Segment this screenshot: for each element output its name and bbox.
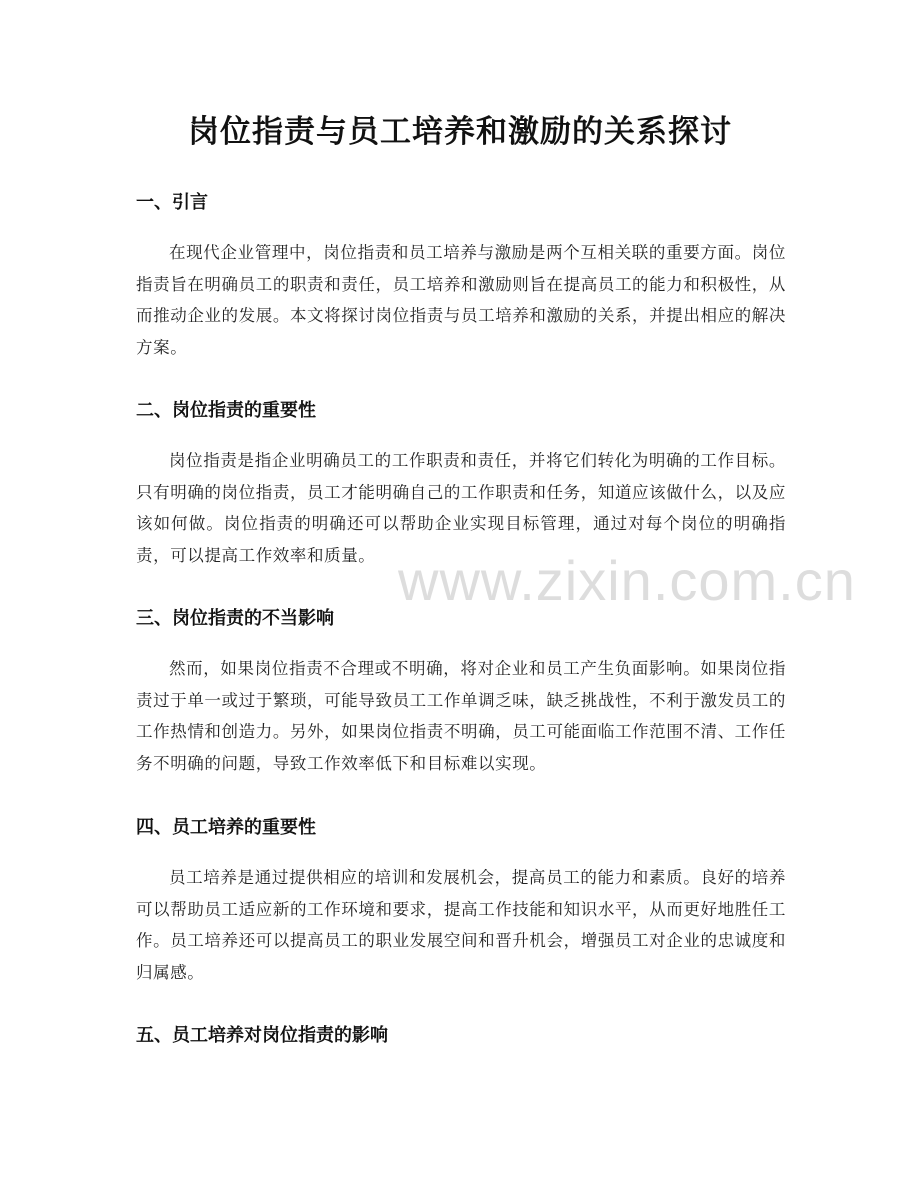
page-title: 岗位指责与员工培养和激励的关系探讨 (188, 114, 732, 150)
section-importance-of-training (136, 815, 786, 988)
section-heading: 四、员工培养的重要性 (136, 817, 316, 838)
section-importance-of-duties (136, 398, 786, 571)
section-paragraph: 在现代企业管理中，岗位指责和员工培养与激励是两个互相关联的重要方面。岗位指责旨在明确员工的职责和责任，员工培养和激励则旨在提高员工的能力和积极性，从而推动企业的发展。本文将探讨岗位指责与员工培养和激励的关系，并提出相应的解决方案。 (136, 243, 786, 357)
section-paragraph: 岗位指责是指企业明确员工的工作职责和责任，并将它们转化为明确的工作目标。只有明确的岗位指责，员工才能明确自己的工作职责和任务，知道应该做什么，以及应该如何做。岗位指责的明确还可以帮助企业实现目标管理，通过对每个岗位的明确指责，可以提高工作效率和质量。 (136, 451, 786, 565)
section-introduction (136, 190, 786, 363)
section-paragraph: 然而，如果岗位指责不合理或不明确，将对企业和员工产生负面影响。如果岗位指责过于单一或过于繁琐，可能导致员工工作单调乏味，缺乏挑战性，不利于激发员工的工作热情和创造力。另外，如果岗位指责不明确，员工可能面临工作范围不清、工作任务不明确的问题，导致工作效率低下和目标难以实现。 (136, 659, 786, 773)
watermark: www.zixin.com.cn (398, 549, 856, 612)
section-heading: 二、岗位指责的重要性 (136, 400, 316, 421)
section-heading: 三、岗位指责的不当影响 (136, 608, 334, 629)
section-heading: 一、引言 (136, 192, 208, 213)
section-improper-duties (136, 606, 786, 779)
section-training-impact (136, 1023, 786, 1049)
section-heading: 五、员工培养对岗位指责的影响 (136, 1025, 388, 1046)
section-paragraph: 员工培养是通过提供相应的培训和发展机会，提高员工的能力和素质。良好的培养可以帮助员工适应新的工作环境和要求，提高工作技能和知识水平，从而更好地胜任工作。员工培养还可以提高员工的职业发展空间和晋升机会，增强员工对企业的忠诚度和归属感。 (136, 868, 786, 982)
